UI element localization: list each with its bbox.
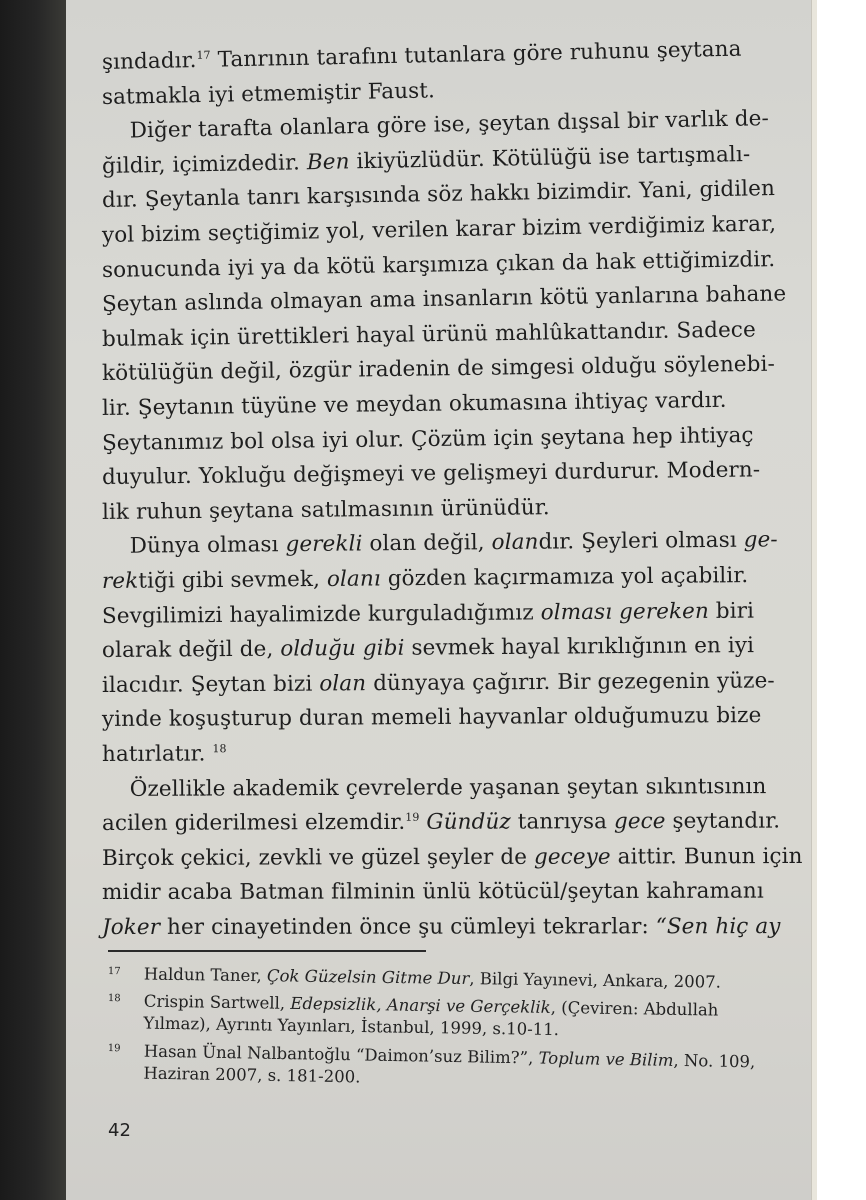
- footnote-number: 18: [107, 992, 121, 1005]
- text-run: olarak değil de,: [101, 636, 281, 664]
- text-run: acilen giderilmesi elzemdir.: [101, 810, 406, 837]
- text-run: Haldun Taner,: [143, 964, 268, 986]
- text-line: [102, 807, 792, 840]
- text-line: [102, 772, 792, 805]
- text-run: Crispin Sartwell,: [143, 991, 291, 1013]
- text-run: dır. Şeytanla tanrı karşısında söz hakkı bizimdir. Yani, gidilen: [101, 176, 776, 214]
- text-run: ğildir, içimizdedir.: [101, 149, 308, 179]
- text-run: biri: [708, 598, 755, 624]
- text-run: olan değil,: [362, 530, 492, 557]
- text-line: [102, 631, 792, 666]
- text-run: lir. Şeytanın tüyüne ve meydan okumasına ihtiyaç vardır.: [101, 387, 727, 421]
- text-run: gece: [613, 809, 666, 835]
- footnote-number: 19: [107, 1042, 121, 1055]
- text-run: olanı: [326, 566, 381, 592]
- footnote-rule: [108, 950, 426, 952]
- text-run: Toplum ve Bilim: [538, 1048, 674, 1070]
- text-run: bulmak için ürettikleri hayal ürünü mahlûkattandır. Sadece: [101, 317, 756, 352]
- text-run: hatırlatır.: [101, 741, 213, 767]
- text-run: Birçok çekici, zevkli ve güzel şeyler de: [101, 844, 535, 871]
- text-run: yol bizim seçtiğimiz yol, verilen karar bizim verdiğimiz karar,: [101, 211, 777, 248]
- text-run: Dünya olması: [101, 532, 286, 560]
- text-run: olan: [491, 530, 539, 556]
- text-run: Şeytanımız bol olsa iyi olur. Çözüm için şeytana hep ihtiyaç: [101, 422, 754, 456]
- text-run: gözden kaçırmamıza yol açabilir.: [380, 563, 749, 592]
- text-line: [102, 736, 792, 770]
- background-shadow-left: [0, 0, 66, 1200]
- text-run: , No. 109,: [673, 1050, 756, 1072]
- text-run: şındadır.: [101, 48, 197, 75]
- text-run: rek: [101, 568, 139, 594]
- text-run: duyulur. Yokluğu değişmeyi ve gelişmeyi durdurur. Modern-: [101, 457, 761, 491]
- footnote-ref: 18: [212, 742, 227, 756]
- background-right: [817, 0, 866, 1200]
- text-run: Hasan Ünal Nalbantoğlu “Daimon’suz Bilim?”,: [143, 1041, 539, 1068]
- text-line: [102, 912, 792, 943]
- text-run: , (Çeviren: Abdullah: [550, 997, 719, 1020]
- text-run: Diğer tarafta olanlara göre ise, şeytan dışsal bir varlık de-: [101, 106, 770, 145]
- text-run: Sevgilimizi hayalimizde kurguladığımız: [101, 599, 541, 629]
- text-run: dünyaya çağırır. Bir gezegenin yüze-: [366, 668, 775, 696]
- page-number: 42: [108, 1120, 131, 1141]
- text-run: Gündüz: [426, 809, 511, 835]
- footnote-ref: 19: [405, 810, 420, 824]
- footnote-number: 17: [107, 965, 121, 978]
- text-run: kötülüğün değil, özgür iradenin de simgesi olduğu söylenebi-: [101, 352, 776, 387]
- text-run: ge-: [743, 527, 778, 554]
- text-line: [101, 842, 803, 874]
- text-run: her cinayetinden önce şu cümleyi tekrarlar:: [160, 914, 656, 940]
- text-run: Yılmaz), Ayrıntı Yayınları, İstanbul, 1999, s.10-11.: [143, 1013, 560, 1040]
- text-line: [102, 877, 792, 908]
- text-line: [102, 666, 792, 701]
- text-run: “Sen hiç ay: [655, 914, 781, 940]
- text-run: gerekli: [285, 531, 363, 558]
- text-run: olduğu gibi: [280, 635, 405, 662]
- text-run: olan: [319, 670, 367, 697]
- text-run: ilacıdır. Şeytan bizi: [101, 671, 320, 698]
- text-line: [102, 561, 792, 597]
- text-run: Tanrının tarafını tutanlara göre ruhunu şeytana: [210, 36, 742, 73]
- text-run: , Bilgi Yayınevi, Ankara, 2007.: [469, 969, 722, 992]
- text-line: [102, 596, 792, 632]
- text-run: Joker: [101, 914, 161, 940]
- text-run: Edepsizlik, Anarşi ve Gerçeklik: [290, 993, 551, 1017]
- text-run: yinde koşuşturup duran memeli hayvanlar olduğumuzu bize: [101, 703, 762, 733]
- text-run: midir acaba Batman filminin ünlü kötücül/şeytan kahramanı: [101, 879, 764, 906]
- text-line: [102, 701, 792, 735]
- text-run: olması gereken: [540, 598, 710, 625]
- text-run: Haziran 2007, s. 181-200.: [143, 1063, 361, 1087]
- text-run: satmakla iyi etmemiştir Faust.: [101, 77, 436, 110]
- text-run: Şeytan aslında olmayan ama insanların kötü yanlarına bahane: [101, 281, 787, 318]
- text-run: geceye: [533, 844, 611, 870]
- text-run: tiği gibi sevmek,: [138, 566, 328, 594]
- text-run: Çok Güzelsin Gitme Dur: [266, 966, 470, 989]
- text-run: sonucunda iyi ya da kötü karşımıza çıkan da hak ettiğimizdir.: [101, 246, 776, 283]
- text-run: Ben: [306, 149, 350, 175]
- text-run: lik ruhun şeytana satılmasının ürünüdür.: [101, 494, 550, 525]
- text-run: tanrıysa: [510, 809, 614, 835]
- text-run: ikiyüzlüdür. Kötülüğü ise tartışmalı-: [349, 141, 751, 175]
- text-run: Özellikle akademik çevrelerde yaşanan şeytan sıkıntısının: [101, 773, 767, 802]
- footnote-ref: 17: [196, 48, 211, 62]
- text-run: dır. Şeyleri olması: [538, 528, 744, 556]
- text-run: sevmek hayal kırıklığının en iyi: [404, 633, 755, 661]
- text-run: aittir. Bunun için: [610, 843, 803, 870]
- text-run: şeytandır.: [665, 808, 781, 835]
